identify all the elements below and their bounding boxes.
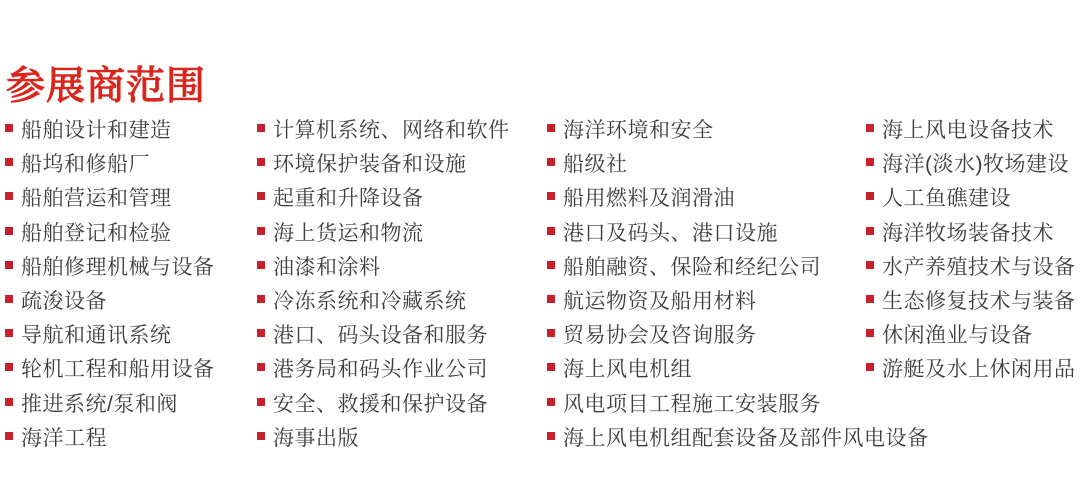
list-item xyxy=(257,386,510,420)
item-label: 海洋牧场装备技术 xyxy=(882,221,1054,245)
list-item xyxy=(5,283,215,317)
list-item xyxy=(5,420,215,454)
bullet-icon xyxy=(866,261,874,269)
item-label: 起重和升降设备 xyxy=(273,187,424,211)
item-label: 港务局和码头作业公司 xyxy=(273,358,488,382)
item-label: 游艇及水上休闲用品 xyxy=(882,358,1076,382)
bullet-icon xyxy=(866,227,874,235)
item-label: 海上风电机组配套设备及部件风电设备 xyxy=(563,426,929,450)
bullet-icon xyxy=(547,192,555,200)
item-label: 冷冻系统和冷藏系统 xyxy=(273,290,467,314)
bullet-icon xyxy=(547,124,555,132)
list-item xyxy=(257,112,510,146)
bullet-icon xyxy=(547,329,555,337)
bullet-icon xyxy=(257,329,265,337)
bullet-icon xyxy=(547,158,555,166)
bullet-icon xyxy=(866,192,874,200)
list-item xyxy=(257,180,510,214)
list-item xyxy=(257,146,510,180)
list-item xyxy=(866,215,1076,249)
bullet-icon xyxy=(547,398,555,406)
item-label: 休闲渔业与设备 xyxy=(882,324,1033,348)
bullet-icon xyxy=(5,158,13,166)
item-label: 贸易协会及咨询服务 xyxy=(563,324,757,348)
item-label: 人工鱼礁建设 xyxy=(882,187,1011,211)
item-label: 航运物资及船用材料 xyxy=(563,290,757,314)
list-item xyxy=(547,386,929,420)
bullet-icon xyxy=(5,124,13,132)
list-item xyxy=(866,249,1076,283)
list-item xyxy=(5,180,215,214)
bullet-icon xyxy=(5,261,13,269)
exhibitor-column-2 xyxy=(257,112,510,454)
list-item xyxy=(5,351,215,385)
list-item xyxy=(5,386,215,420)
exhibitor-column-1 xyxy=(5,112,215,454)
bullet-icon xyxy=(866,124,874,132)
bullet-icon xyxy=(547,363,555,371)
item-label: 水产养殖技术与设备 xyxy=(882,255,1076,279)
bullet-icon xyxy=(257,261,265,269)
list-item xyxy=(866,351,1076,385)
item-label: 油漆和涂料 xyxy=(273,255,381,279)
bullet-icon xyxy=(257,227,265,235)
item-label: 计算机系统、网络和软件 xyxy=(273,119,510,143)
item-label: 海洋环境和安全 xyxy=(563,119,714,143)
item-label: 安全、救援和保护设备 xyxy=(273,392,488,416)
item-label: 轮机工程和船用设备 xyxy=(21,358,215,382)
bullet-icon xyxy=(866,158,874,166)
bullet-icon xyxy=(5,398,13,406)
bullet-icon xyxy=(547,432,555,440)
item-label: 船舶登记和检验 xyxy=(21,221,172,245)
list-item xyxy=(257,215,510,249)
bullet-icon xyxy=(5,363,13,371)
list-item xyxy=(257,283,510,317)
bullet-icon xyxy=(257,432,265,440)
item-label: 港口、码头设备和服务 xyxy=(273,324,488,348)
list-item xyxy=(257,317,510,351)
list-item xyxy=(866,317,1076,351)
list-item xyxy=(257,420,510,454)
bullet-icon xyxy=(866,329,874,337)
item-label: 海上风电机组 xyxy=(563,358,692,382)
bullet-icon xyxy=(5,227,13,235)
bullet-icon xyxy=(257,124,265,132)
item-label: 船舶设计和建造 xyxy=(21,119,172,143)
bullet-icon xyxy=(547,295,555,303)
list-item xyxy=(257,249,510,283)
item-label: 环境保护装备和设施 xyxy=(273,153,467,177)
bullet-icon xyxy=(547,261,555,269)
item-label: 海上风电设备技术 xyxy=(882,119,1054,143)
item-label: 疏浚设备 xyxy=(21,290,107,314)
list-item xyxy=(5,146,215,180)
list-item xyxy=(5,112,215,146)
bullet-icon xyxy=(5,432,13,440)
page-title: 参展商范围 xyxy=(6,65,207,109)
bullet-icon xyxy=(5,329,13,337)
bullet-icon xyxy=(257,398,265,406)
item-label: 船舶修理机械与设备 xyxy=(21,255,215,279)
list-item xyxy=(5,317,215,351)
item-label: 推进系统/泵和阀 xyxy=(21,392,178,416)
item-label: 船舶营运和管理 xyxy=(21,187,172,211)
list-item xyxy=(866,180,1076,214)
list-item xyxy=(5,215,215,249)
exhibitor-column-4 xyxy=(866,112,1076,386)
item-label: 海洋(淡水)牧场建设 xyxy=(882,153,1069,177)
bullet-icon xyxy=(257,158,265,166)
bullet-icon xyxy=(257,295,265,303)
list-item xyxy=(866,112,1076,146)
item-label: 生态修复技术与装备 xyxy=(882,290,1076,314)
list-item xyxy=(866,146,1076,180)
bullet-icon xyxy=(257,363,265,371)
bullet-icon xyxy=(547,227,555,235)
list-item xyxy=(547,420,929,454)
item-label: 船用燃料及润滑油 xyxy=(563,187,735,211)
bullet-icon xyxy=(5,192,13,200)
list-item xyxy=(866,283,1076,317)
item-label: 海洋工程 xyxy=(21,426,107,450)
bullet-icon xyxy=(866,295,874,303)
bullet-icon xyxy=(5,295,13,303)
item-label: 风电项目工程施工安装服务 xyxy=(563,392,821,416)
bullet-icon xyxy=(257,192,265,200)
list-item xyxy=(5,249,215,283)
item-label: 港口及码头、港口设施 xyxy=(563,221,778,245)
bullet-icon xyxy=(866,363,874,371)
item-label: 海上货运和物流 xyxy=(273,221,424,245)
item-label: 导航和通讯系统 xyxy=(21,324,172,348)
item-label: 船舶融资、保险和经纪公司 xyxy=(563,255,821,279)
list-item xyxy=(257,351,510,385)
item-label: 海事出版 xyxy=(273,426,359,450)
item-label: 船坞和修船厂 xyxy=(21,153,150,177)
item-label: 船级社 xyxy=(563,153,628,177)
